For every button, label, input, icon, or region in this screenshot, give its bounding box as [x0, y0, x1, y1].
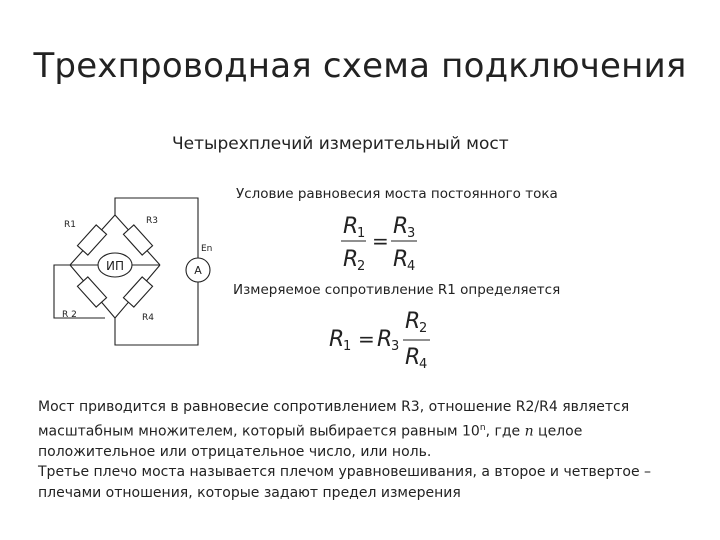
- formula1-den-right-sub: 4: [407, 259, 416, 272]
- formula1-den-left: R: [343, 247, 359, 272]
- description-line-5: плечами отношения, которые задают предел измерения: [38, 484, 461, 501]
- slide-subtitle: Четырехплечий измерительный мост: [172, 134, 509, 154]
- formula2-lhs: R: [329, 327, 345, 352]
- formula2-den-sub: 4: [419, 357, 428, 372]
- r2-label: R 2: [62, 310, 77, 320]
- formula2-num: R: [405, 309, 421, 334]
- formula2-mult: R: [377, 327, 393, 352]
- slide-title: Трехпроводная схема подключения: [33, 46, 687, 86]
- balance-formula: [335, 208, 425, 272]
- r4-label: R4: [142, 313, 154, 323]
- bridge-circuit-diagram: [50, 190, 230, 365]
- formula1-num-left-sub: 1: [357, 226, 366, 241]
- formula1-num-left: R: [343, 214, 359, 239]
- formula2-equals: =: [358, 327, 375, 351]
- formula2-lhs-sub: 1: [343, 339, 352, 354]
- r1-label: R1: [64, 220, 76, 230]
- source-label: ИП: [106, 259, 124, 273]
- r3-label: R3: [146, 216, 158, 226]
- measurement-formula: [325, 304, 445, 372]
- formula2-mult-sub: 3: [391, 339, 400, 354]
- formula2-den: R: [405, 345, 421, 370]
- formula1-num-right: R: [393, 214, 409, 239]
- description-line-2: [38, 418, 698, 442]
- description-line-1: Мост приводится в равновесие сопротивлением R3, отношение R2/R4 является: [38, 399, 630, 415]
- description-line-2-b: , где: [485, 423, 525, 440]
- meter-symbol: A: [194, 264, 202, 277]
- description-exponent: n: [479, 422, 486, 433]
- formula1-den-left-sub: 2: [357, 259, 366, 272]
- description-line-2-c: целое: [533, 423, 583, 440]
- description-block: [38, 397, 698, 503]
- formula2-num-sub: 2: [419, 321, 428, 336]
- description-line-2-a: масштабным множителем, который выбирается равным 10: [38, 423, 480, 440]
- formula1-den-right: R: [393, 247, 409, 272]
- en-label: En: [201, 244, 213, 254]
- wire-outer-top: [115, 198, 198, 258]
- description-line-3: положительное или отрицательное число, или ноль.: [38, 443, 432, 460]
- wire-outer-bottom: [115, 282, 198, 345]
- balance-condition-text: Условие равновесия моста постоянного тока: [236, 186, 558, 202]
- description-line-4: Третье плечо моста называется плечом уравновешивания, а второе и четвертое –: [38, 464, 652, 481]
- measurement-text: Измеряемое сопротивление R1 определяется: [233, 282, 561, 298]
- formula1-equals: =: [372, 229, 389, 253]
- description-n-variable: n: [524, 423, 534, 440]
- formula1-num-right-sub: 3: [407, 226, 416, 241]
